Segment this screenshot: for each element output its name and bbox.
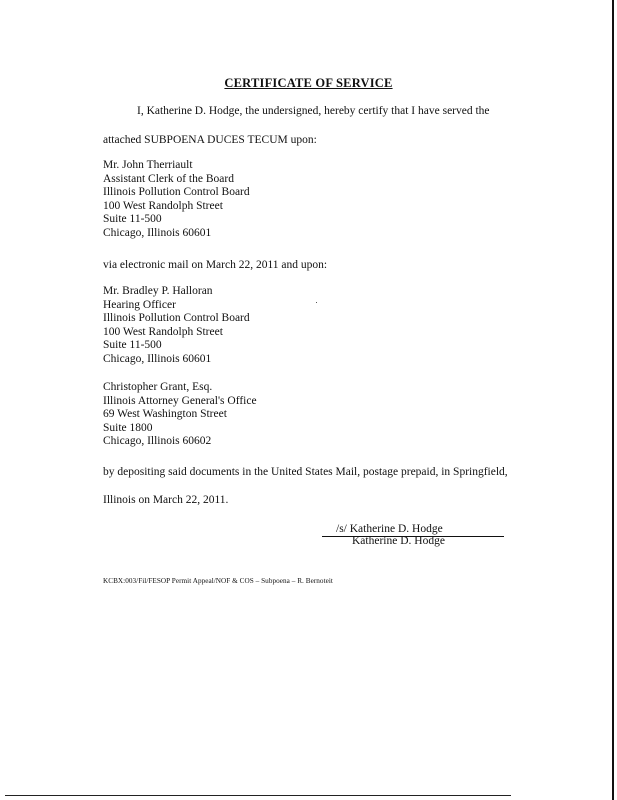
address-line: Suite 11-500 — [103, 213, 162, 226]
page-edge-rule — [612, 0, 614, 800]
address-line: Suite 1800 — [103, 421, 153, 434]
signature-line: /s/ Katherine D. Hodge — [322, 523, 504, 537]
intro-line-1: I, Katherine D. Hodge, the undersigned, hereby certify that I have served the — [137, 105, 490, 117]
address-line: Chicago, Illinois 60601 — [103, 226, 212, 239]
address-line: Illinois Attorney General's Office — [103, 394, 257, 407]
service-method-2-line-2: Illinois on March 22, 2011. — [103, 494, 229, 506]
address-line: Illinois Pollution Control Board — [103, 312, 250, 325]
address-line: Suite 11-500 — [103, 339, 162, 352]
address-line: Hearing Officer — [103, 298, 176, 311]
address-line: Christopher Grant, Esq. — [103, 381, 213, 393]
address-line: 100 West Randolph Street — [103, 325, 223, 338]
service-method-2-line-1: by depositing said documents in the United States Mail, postage prepaid, in Springfield, — [103, 466, 508, 478]
address-line: 69 West Washington Street — [103, 408, 227, 421]
page-bottom-rule — [5, 795, 511, 796]
address-line: Mr. Bradley P. Halloran — [103, 285, 213, 297]
recipient-3-address — [103, 381, 257, 449]
address-line: 100 West Randolph Street — [103, 199, 223, 212]
address-line: Illinois Pollution Control Board — [103, 186, 250, 199]
address-line: Chicago, Illinois 60601 — [103, 352, 212, 365]
footer-reference: KCBX:003/Fil/FESOP Permit Appeal/NOF & COS – Subpoena – R. Bernoteit — [103, 577, 333, 585]
address-line: Chicago, Illinois 60602 — [103, 435, 212, 448]
certificate-title: CERTIFICATE OF SERVICE — [224, 76, 393, 90]
recipient-1-address — [103, 159, 250, 241]
service-method-1: via electronic mail on March 22, 2011 and upon: — [103, 259, 328, 271]
signer-name: Katherine D. Hodge — [352, 535, 445, 547]
intro-line-2: attached SUBPOENA DUCES TECUM upon: — [103, 134, 317, 146]
recipient-2-address — [103, 285, 250, 367]
address-line: Assistant Clerk of the Board — [103, 172, 234, 185]
address-line: Mr. John Therriault — [103, 159, 193, 171]
scan-speck — [316, 302, 317, 303]
